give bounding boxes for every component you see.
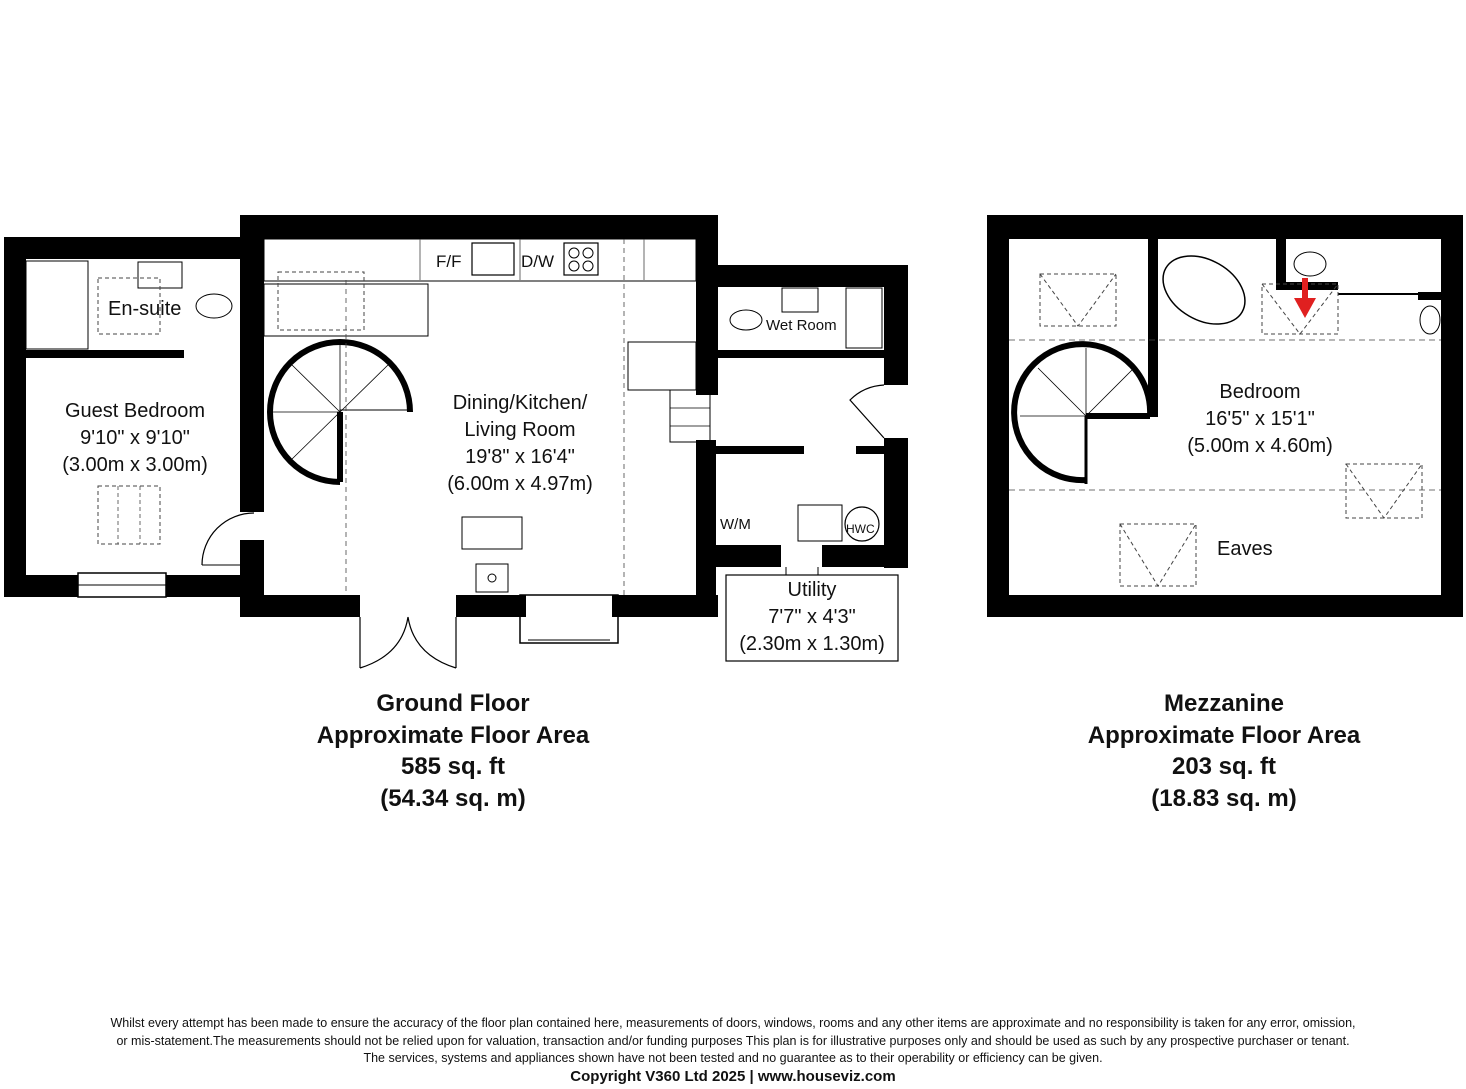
main-wall-bottom-mid: [456, 595, 526, 617]
ff-label: F/F: [436, 252, 462, 271]
steps: [670, 390, 710, 442]
mezz-bedroom-name: Bedroom: [1219, 381, 1301, 403]
bay-window: [520, 595, 618, 643]
wet-room-basin: [782, 288, 818, 312]
ground-floor-area-metric: (54.34 sq. m): [380, 784, 526, 812]
ground-floor-title: Ground Floor: [376, 690, 530, 717]
disclaimer-line-2: or mis-statement.The measurements should not be relied upon for valuation, transaction and/or funding purposes This plan is for illustrative purposes only and should be used as such by any prospective purchaser or tenant.: [116, 1033, 1350, 1048]
ground-floor-subtitle: Approximate Floor Area: [316, 721, 590, 749]
dw-label: D/W: [521, 252, 555, 271]
dining-kitchen-name-2: Living Room: [464, 419, 576, 441]
dining-kitchen-size-metric: (6.00m x 4.97m): [447, 473, 593, 495]
ground-floor-area-imperial: 585 sq. ft: [400, 753, 506, 780]
guest-bedroom-size-metric: (3.00m x 3.00m): [62, 454, 208, 476]
mezz-wc-wall: [1276, 237, 1286, 287]
wet-room-label: Wet Room: [766, 317, 837, 334]
guest-bedroom-name: Guest Bedroom: [64, 400, 206, 422]
guest-bed-outline: [98, 486, 160, 544]
utility-name: Utility: [787, 579, 837, 601]
dining-kitchen-size-imperial: 19'8" x 16'4": [465, 446, 575, 468]
mezzanine-caption: [1024, 688, 1424, 814]
guest-bedroom-size-imperial: 9'10" x 9'10": [80, 427, 190, 449]
annex-wall-utility-top-right: [856, 446, 886, 454]
annex-wall-bottom-right: [822, 545, 908, 567]
main-wall-left-lower: [240, 540, 264, 617]
dining-kitchen-name-1: Dining/Kitchen/: [452, 392, 588, 414]
mezz-bedroom-label: [1170, 379, 1350, 460]
french-doors: [360, 617, 456, 668]
hob: [564, 243, 598, 275]
utility-sink: [798, 505, 842, 541]
bin: [476, 564, 508, 592]
mezzanine-title: Mezzanine: [1163, 690, 1285, 717]
ensuite-label: En-suite: [108, 298, 182, 320]
ground-floor-caption: [253, 688, 653, 814]
annex-wall-mid: [714, 350, 884, 358]
main-wall-top: [240, 215, 718, 239]
mezz-bedroom-size-metric: (5.00m x 4.60m): [1187, 435, 1333, 457]
annex-wall-utility-top: [714, 446, 804, 454]
mezz-wall-top: [987, 215, 1463, 239]
main-wall-right: [696, 215, 718, 395]
mezz-wall-right: [1441, 215, 1463, 617]
dining-table: [462, 517, 522, 549]
wet-room-shower: [846, 288, 882, 348]
disclaimer-line-3: The services, systems and appliances shown have not been tested and no guarantee as to their operability or efficiency can be given.: [363, 1051, 1103, 1065]
ensuite-shower: [26, 261, 88, 349]
annex-wall-right-upper: [884, 265, 908, 385]
dining-kitchen-label: [420, 390, 620, 498]
guest-wing-inner-wall: [240, 237, 264, 512]
sink: [472, 243, 514, 275]
eaves-label: Eaves: [1217, 538, 1273, 560]
hwc-label: HWC: [846, 522, 875, 536]
wm-label: W/M: [720, 516, 751, 533]
utility-label: [726, 577, 898, 658]
guest-bedroom-label: [35, 398, 235, 479]
disclaimer: [0, 1015, 1466, 1068]
annex-wall-left-lower: [696, 440, 716, 600]
spiral-staircase: [270, 340, 410, 482]
ensuite-divider-wall: [24, 350, 184, 358]
ensuite-basin: [138, 262, 182, 288]
guest-wing-wall-top: [4, 237, 264, 259]
annex-wall-top: [696, 265, 908, 287]
mezz-bedroom-size-imperial: 16'5" x 15'1": [1205, 408, 1315, 430]
annex-door-swing: [850, 385, 884, 438]
utility-size-metric: (2.30m x 1.30m): [739, 633, 885, 655]
guest-wing-wall-left: [4, 237, 26, 597]
mezz-right-partition: [1418, 292, 1442, 300]
copyright: Copyright V360 Ltd 2025 | www.houseviz.com: [570, 1068, 896, 1085]
mezz-spiral-staircase: [1014, 344, 1150, 484]
mezzanine-area-metric: (18.83 sq. m): [1151, 784, 1297, 812]
mezzanine-subtitle: Approximate Floor Area: [1087, 721, 1361, 749]
mezz-wall-left: [987, 215, 1009, 617]
bath: [1151, 242, 1257, 338]
mezzanine-area-imperial: 203 sq. ft: [1171, 753, 1277, 780]
mezz-wall-bottom: [987, 595, 1463, 617]
utility-size-imperial: 7'7" x 4'3": [768, 606, 856, 628]
disclaimer-line-1: Whilst every attempt has been made to ensure the accuracy of the floor plan contained here, measurements of doors, windows, rooms and any other items are approximate and no responsibility is taken for any error, omission,: [110, 1016, 1356, 1030]
